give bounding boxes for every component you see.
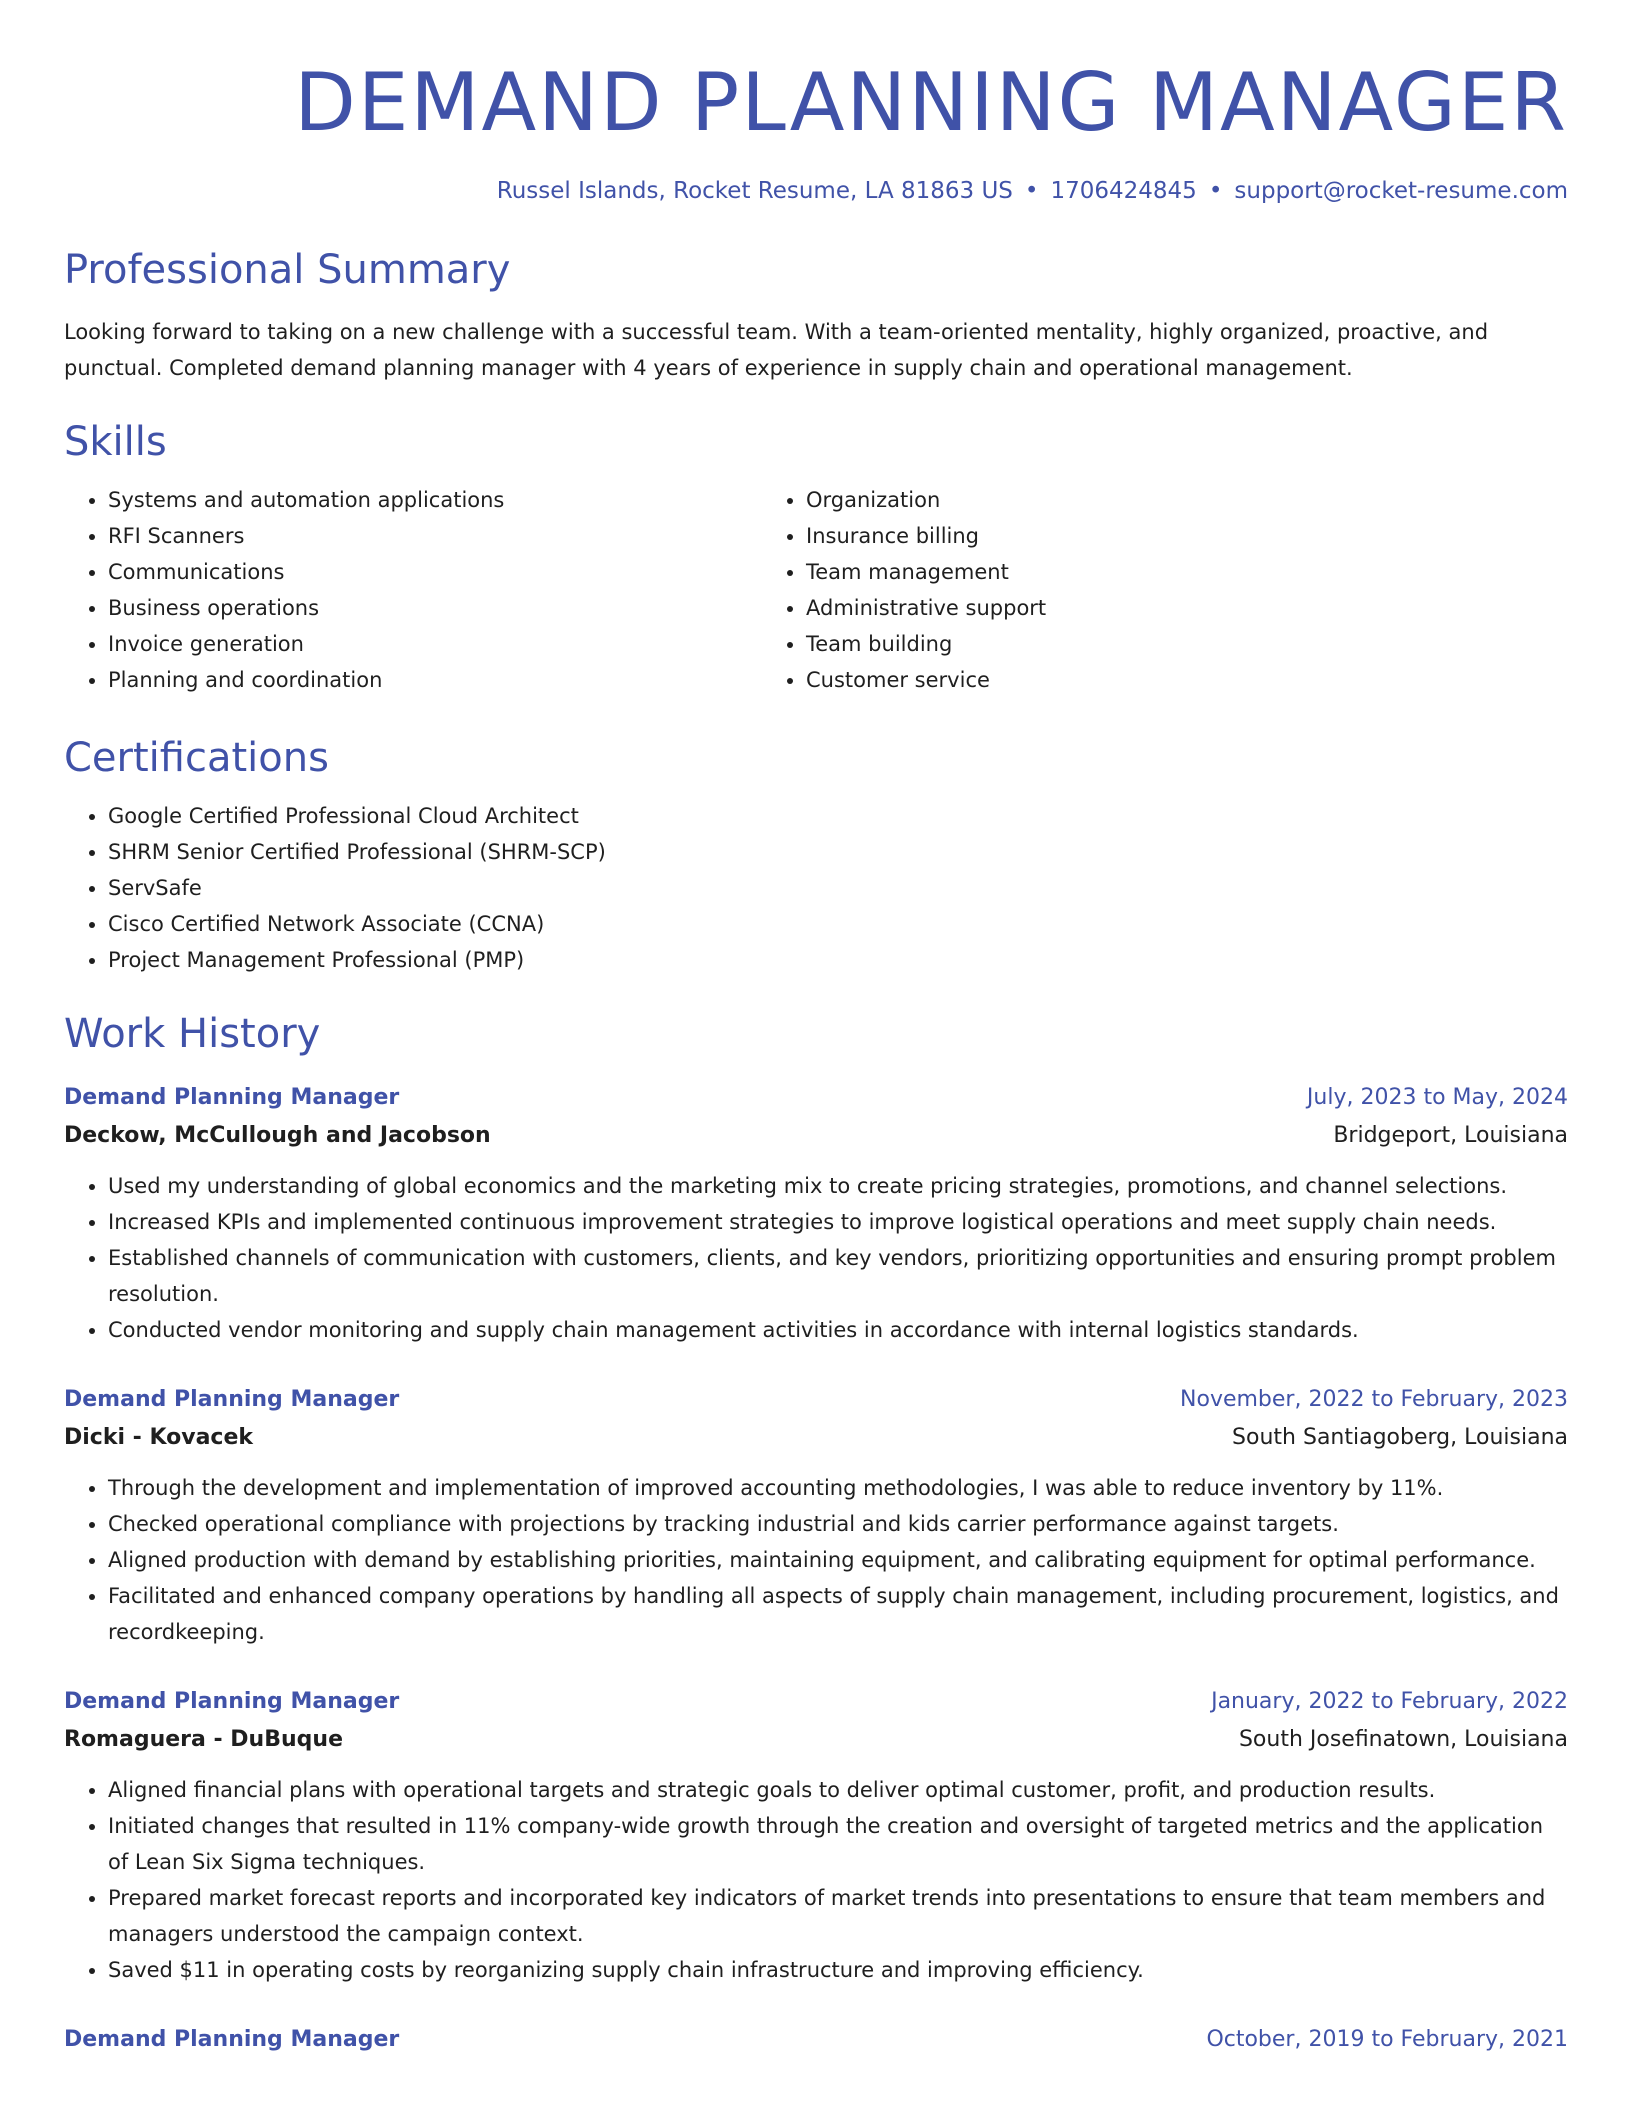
summary-heading: Professional Summary (64, 247, 511, 293)
contact-separator: • (1208, 178, 1223, 204)
contact-email: support@rocket-resume.com (1234, 178, 1568, 204)
job-title: Demand Planning Manager (64, 1387, 400, 1412)
skills-list (64, 482, 1568, 698)
job-company-row (64, 1720, 1568, 1760)
job-bullet: • Used my understanding of global economics and the marketing mix to create pricing strategies, promotions, and channel selections. (108, 1168, 1568, 1204)
skill-item: • Administrative support (806, 590, 1460, 626)
work-history-heading: Work History (64, 1011, 321, 1057)
job-entry (64, 2022, 1568, 2058)
job-dates: January, 2022 to February, 2022 (1211, 1689, 1568, 1714)
job-entry (64, 1382, 1568, 1650)
job-title-row (64, 2022, 1568, 2058)
job-company: Dicki - Kovacek (64, 1425, 254, 1450)
skill-item: • RFI Scanners (108, 518, 762, 554)
job-bullet: • Prepared market forecast reports and incorporated key indicators of market trends into presentations to ensure that team members and managers understood the campaign context. (108, 1880, 1568, 1952)
job-bullet: • Aligned financial plans with operational targets and strategic goals to deliver optimal customer, profit, and production results. (108, 1772, 1568, 1808)
job-location: South Santiagoberg, Louisiana (1232, 1425, 1568, 1450)
certifications-list (64, 798, 1568, 978)
job-title-row (64, 1382, 1568, 1418)
job-bullet: • Checked operational compliance with projections by tracking industrial and kids carrier performance against targets. (108, 1506, 1568, 1542)
job-entry (64, 1080, 1568, 1348)
certifications-heading: Certifications (64, 735, 329, 781)
job-entry (64, 1684, 1568, 1988)
certification-item: • SHRM Senior Certified Professional (SHRM-SCP) (108, 834, 1568, 870)
job-dates: November, 2022 to February, 2023 (1180, 1387, 1568, 1412)
job-location: Bridgeport, Louisiana (1333, 1123, 1568, 1148)
job-company-row (64, 1418, 1568, 1458)
certification-item: • Google Certified Professional Cloud Architect (108, 798, 1568, 834)
skill-item: • Business operations (108, 590, 762, 626)
skill-item: • Organization (806, 482, 1460, 518)
skill-item: • Team management (806, 554, 1460, 590)
contact-address: Russel Islands, Rocket Resume, LA 81863 US (496, 178, 1013, 204)
job-bullet: • Saved $11 in operating costs by reorganizing supply chain infrastructure and improving efficiency. (108, 1952, 1568, 1988)
skills-heading: Skills (64, 419, 167, 465)
skill-item: • Team building (806, 626, 1460, 662)
skill-item: • Communications (108, 554, 762, 590)
contact-line (64, 176, 1568, 206)
job-bullet: • Established channels of communication with customers, clients, and key vendors, prioritizing opportunities and ensuring prompt problem resolution. (108, 1240, 1568, 1312)
job-bullet: • Through the development and implementation of improved accounting methodologies, I was able to reduce inventory by 11%. (108, 1470, 1568, 1506)
resume-title: DEMAND PLANNING MANAGER (294, 56, 1568, 149)
job-bullet: • Aligned production with demand by establishing priorities, maintaining equipment, and calibrating equipment for optimal performance. (108, 1542, 1568, 1578)
job-company: Romaguera - DuBuque (64, 1727, 343, 1752)
skills-left-column (64, 482, 762, 698)
job-title: Demand Planning Manager (64, 2027, 400, 2052)
skill-item: • Insurance billing (806, 518, 1460, 554)
summary-text: Looking forward to taking on a new challenge with a successful team. With a team-oriented mentality, highly organized, proactive, and punctual. Completed demand planning manager with 4 years of experience in supply chain and operational management. (64, 320, 1489, 380)
certification-item: • ServSafe (108, 870, 1568, 906)
contact-phone: 1706424845 (1050, 178, 1197, 204)
job-location: South Josefinatown, Louisiana (1238, 1727, 1568, 1752)
job-bullet: • Facilitated and enhanced company operations by handling all aspects of supply chain management, including procurement, logistics, and recordkeeping. (108, 1578, 1568, 1650)
job-title: Demand Planning Manager (64, 1085, 400, 1110)
job-dates: July, 2023 to May, 2024 (1306, 1085, 1568, 1110)
job-dates: October, 2019 to February, 2021 (1206, 2027, 1568, 2052)
skill-item: • Customer service (806, 662, 1460, 698)
skill-item: • Planning and coordination (108, 662, 762, 698)
job-title: Demand Planning Manager (64, 1689, 400, 1714)
job-title-row (64, 1684, 1568, 1720)
skills-right-column (762, 482, 1460, 698)
skill-item: • Invoice generation (108, 626, 762, 662)
skill-item: • Systems and automation applications (108, 482, 762, 518)
job-bullet: • Initiated changes that resulted in 11% company-wide growth through the creation and oversight of targeted metrics and the application of Lean Six Sigma techniques. (108, 1808, 1568, 1880)
resume-page (64, 0, 1568, 2058)
job-bullets (64, 1168, 1568, 1348)
job-bullets (64, 1470, 1568, 1650)
certification-item: • Cisco Certified Network Associate (CCNA) (108, 906, 1568, 942)
job-company-row (64, 1116, 1568, 1156)
certification-item: • Project Management Professional (PMP) (108, 942, 1568, 978)
job-bullets (64, 1772, 1568, 1988)
job-bullet: • Conducted vendor monitoring and supply chain management activities in accordance with internal logistics standards. (108, 1312, 1568, 1348)
job-title-row (64, 1080, 1568, 1116)
contact-separator: • (1024, 178, 1039, 204)
job-bullet: • Increased KPIs and implemented continuous improvement strategies to improve logistical operations and meet supply chain needs. (108, 1204, 1568, 1240)
job-company: Deckow, McCullough and Jacobson (64, 1123, 491, 1148)
